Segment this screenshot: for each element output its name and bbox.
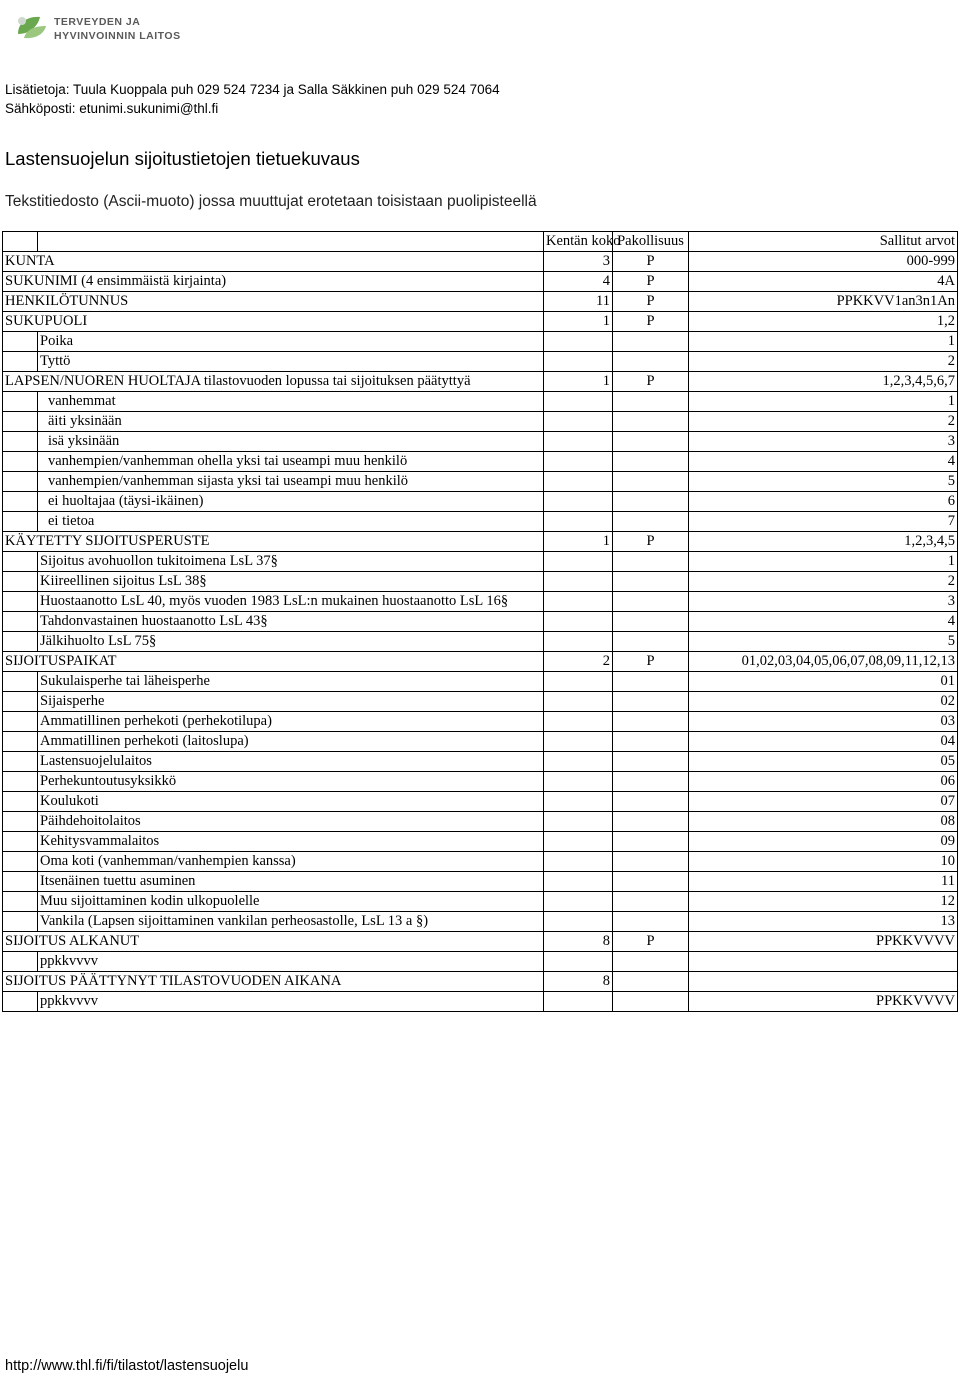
- table-row: [3, 452, 958, 472]
- field-size-cell: 8: [544, 972, 613, 992]
- table-row: [3, 972, 958, 992]
- option-label-cell: Huostaanotto LsL 40, myös vuoden 1983 LsL:n mukainen huostaanotto LsL 16§: [38, 592, 544, 612]
- required-cell: [613, 772, 689, 792]
- field-size-cell: [544, 952, 613, 972]
- field-size-cell: [544, 352, 613, 372]
- field-size-cell: [544, 812, 613, 832]
- field-size-cell: 4: [544, 272, 613, 292]
- field-size-cell: [544, 392, 613, 412]
- required-cell: [613, 752, 689, 772]
- option-label-cell: Lastensuojelulaitos: [38, 752, 544, 772]
- indent-cell: [3, 832, 38, 852]
- indent-cell: [3, 792, 38, 812]
- option-label-cell: ppkkvvvv: [38, 992, 544, 1012]
- table-row: [3, 392, 958, 412]
- indent-cell: [3, 952, 38, 972]
- email-line: Sähköposti: etunimi.sukunimi@thl.fi: [5, 101, 219, 116]
- option-label-cell: Ammatillinen perhekoti (perhekotilupa): [38, 712, 544, 732]
- field-size-cell: 1: [544, 372, 613, 392]
- table-row: [3, 732, 958, 752]
- table-row: [3, 552, 958, 572]
- contact-info: [5, 80, 500, 118]
- table-row: [3, 912, 958, 932]
- table-row: [3, 812, 958, 832]
- table-row: [3, 612, 958, 632]
- indent-cell: [3, 672, 38, 692]
- field-name-cell: HENKILÖTUNNUS: [3, 292, 544, 312]
- allowed-values-cell: 1: [689, 332, 958, 352]
- field-size-cell: [544, 572, 613, 592]
- required-cell: [613, 892, 689, 912]
- indent-cell: [3, 392, 38, 412]
- allowed-values-cell: 4: [689, 452, 958, 472]
- table-row: [3, 512, 958, 532]
- required-cell: P: [613, 252, 689, 272]
- logo-line-1: TERVEYDEN JA: [54, 16, 141, 28]
- table-row: [3, 932, 958, 952]
- field-name-cell: SUKUPUOLI: [3, 312, 544, 332]
- allowed-values-cell: 1,2,3,4,5: [689, 532, 958, 552]
- allowed-values-cell: 02: [689, 692, 958, 712]
- option-label-cell: vanhemmat: [38, 392, 544, 412]
- indent-cell: [3, 892, 38, 912]
- allowed-values-cell: 6: [689, 492, 958, 512]
- field-size-cell: 11: [544, 292, 613, 312]
- indent-cell: [3, 552, 38, 572]
- header-field: [38, 232, 544, 252]
- table-row: [3, 532, 958, 552]
- indent-cell: [3, 432, 38, 452]
- field-size-cell: [544, 632, 613, 652]
- field-size-cell: [544, 472, 613, 492]
- table-row: [3, 832, 958, 852]
- logo-text: [54, 15, 181, 43]
- table-row: [3, 412, 958, 432]
- field-size-cell: [544, 552, 613, 572]
- allowed-values-cell: 10: [689, 852, 958, 872]
- table-row: [3, 712, 958, 732]
- required-cell: [613, 632, 689, 652]
- header-row: [3, 232, 958, 252]
- option-label-cell: Ammatillinen perhekoti (laitoslupa): [38, 732, 544, 752]
- option-label-cell: Tyttö: [38, 352, 544, 372]
- indent-cell: [3, 852, 38, 872]
- field-name-cell: SIJOITUS PÄÄTTYNYT TILASTOVUODEN AIKANA: [3, 972, 544, 992]
- indent-cell: [3, 572, 38, 592]
- field-size-cell: [544, 912, 613, 932]
- required-cell: [613, 392, 689, 412]
- field-size-cell: [544, 432, 613, 452]
- allowed-values-cell: [689, 972, 958, 992]
- option-label-cell: Kehitysvammalaitos: [38, 832, 544, 852]
- field-size-cell: [544, 592, 613, 612]
- required-cell: [613, 672, 689, 692]
- required-cell: [613, 992, 689, 1012]
- field-size-cell: [544, 772, 613, 792]
- indent-cell: [3, 472, 38, 492]
- required-cell: [613, 812, 689, 832]
- option-label-cell: Sukulaisperhe tai läheisperhe: [38, 672, 544, 692]
- record-table-body: [3, 232, 958, 1012]
- allowed-values-cell: PPKKVVVV: [689, 932, 958, 952]
- table-row: [3, 672, 958, 692]
- required-cell: [613, 332, 689, 352]
- field-size-cell: 2: [544, 652, 613, 672]
- table-row: [3, 892, 958, 912]
- option-label-cell: Kiireellinen sijoitus LsL 38§: [38, 572, 544, 592]
- option-label-cell: Oma koti (vanhemman/vanhempien kanssa): [38, 852, 544, 872]
- field-name-cell: SUKUNIMI (4 ensimmäistä kirjainta): [3, 272, 544, 292]
- required-cell: [613, 432, 689, 452]
- option-label-cell: Sijaisperhe: [38, 692, 544, 712]
- field-size-cell: [544, 692, 613, 712]
- allowed-values-cell: 2: [689, 352, 958, 372]
- indent-cell: [3, 992, 38, 1012]
- thl-logo-leaf-icon: [14, 12, 50, 42]
- field-size-cell: 1: [544, 532, 613, 552]
- field-name-cell: KÄYTETTY SIJOITUSPERUSTE: [3, 532, 544, 552]
- table-row: [3, 352, 958, 372]
- header-size: Kentän koko: [544, 232, 613, 252]
- indent-cell: [3, 612, 38, 632]
- required-cell: [613, 592, 689, 612]
- table-row: [3, 372, 958, 392]
- indent-cell: [3, 352, 38, 372]
- field-size-cell: [544, 992, 613, 1012]
- field-size-cell: [544, 332, 613, 352]
- table-row: [3, 952, 958, 972]
- option-label-cell: Vankila (Lapsen sijoittaminen vankilan perheosastolle, LsL 13 a §): [38, 912, 544, 932]
- required-cell: [613, 712, 689, 732]
- option-label-cell: Itsenäinen tuettu asuminen: [38, 872, 544, 892]
- field-size-cell: [544, 612, 613, 632]
- table-row: [3, 252, 958, 272]
- option-label-cell: äiti yksinään: [38, 412, 544, 432]
- field-size-cell: [544, 672, 613, 692]
- allowed-values-cell: 3: [689, 592, 958, 612]
- allowed-values-cell: 12: [689, 892, 958, 912]
- field-size-cell: [544, 852, 613, 872]
- field-name-cell: SIJOITUSPAIKAT: [3, 652, 544, 672]
- required-cell: P: [613, 272, 689, 292]
- required-cell: P: [613, 932, 689, 952]
- header-blank: [3, 232, 38, 252]
- option-label-cell: isä yksinään: [38, 432, 544, 452]
- table-row: [3, 292, 958, 312]
- table-row: [3, 312, 958, 332]
- indent-cell: [3, 772, 38, 792]
- required-cell: P: [613, 292, 689, 312]
- allowed-values-cell: 04: [689, 732, 958, 752]
- required-cell: [613, 412, 689, 432]
- required-cell: [613, 492, 689, 512]
- allowed-values-cell: 13: [689, 912, 958, 932]
- indent-cell: [3, 692, 38, 712]
- allowed-values-cell: 07: [689, 792, 958, 812]
- indent-cell: [3, 412, 38, 432]
- field-size-cell: 3: [544, 252, 613, 272]
- required-cell: [613, 552, 689, 572]
- table-row: [3, 772, 958, 792]
- required-cell: [613, 692, 689, 712]
- allowed-values-cell: 2: [689, 412, 958, 432]
- table-row: [3, 472, 958, 492]
- header-required: Pakollisuus: [613, 232, 689, 252]
- option-label-cell: ppkkvvvv: [38, 952, 544, 972]
- table-row: [3, 572, 958, 592]
- table-row: [3, 792, 958, 812]
- field-size-cell: [544, 452, 613, 472]
- allowed-values-cell: 4A: [689, 272, 958, 292]
- allowed-values-cell: 5: [689, 472, 958, 492]
- allowed-values-cell: 05: [689, 752, 958, 772]
- option-label-cell: ei tietoa: [38, 512, 544, 532]
- required-cell: [613, 792, 689, 812]
- allowed-values-cell: 1,2,3,4,5,6,7: [689, 372, 958, 392]
- page-subtitle: Tekstitiedosto (Ascii-muoto) jossa muuttujat erotetaan toisistaan puolipisteellä: [5, 193, 537, 210]
- indent-cell: [3, 712, 38, 732]
- option-label-cell: vanhempien/vanhemman sijasta yksi tai useampi muu henkilö: [38, 472, 544, 492]
- indent-cell: [3, 872, 38, 892]
- indent-cell: [3, 492, 38, 512]
- field-name-cell: SIJOITUS ALKANUT: [3, 932, 544, 952]
- required-cell: [613, 832, 689, 852]
- logo-line-2: HYVINVOINNIN LAITOS: [54, 30, 181, 42]
- table-row: [3, 272, 958, 292]
- allowed-values-cell: PPKKVV1an3n1An: [689, 292, 958, 312]
- required-cell: P: [613, 312, 689, 332]
- table-row: [3, 872, 958, 892]
- required-cell: [613, 912, 689, 932]
- indent-cell: [3, 812, 38, 832]
- field-size-cell: [544, 492, 613, 512]
- allowed-values-cell: [689, 952, 958, 972]
- allowed-values-cell: PPKKVVVV: [689, 992, 958, 1012]
- field-size-cell: [544, 412, 613, 432]
- required-cell: [613, 872, 689, 892]
- page-title: Lastensuojelun sijoitustietojen tietuekuvaus: [5, 148, 360, 169]
- indent-cell: [3, 452, 38, 472]
- table-row: [3, 632, 958, 652]
- allowed-values-cell: 3: [689, 432, 958, 452]
- required-cell: P: [613, 372, 689, 392]
- allowed-values-cell: 09: [689, 832, 958, 852]
- table-row: [3, 652, 958, 672]
- allowed-values-cell: 1: [689, 552, 958, 572]
- table-row: [3, 992, 958, 1012]
- required-cell: [613, 612, 689, 632]
- required-cell: [613, 852, 689, 872]
- field-size-cell: [544, 712, 613, 732]
- required-cell: [613, 512, 689, 532]
- indent-cell: [3, 752, 38, 772]
- field-size-cell: 8: [544, 932, 613, 952]
- allowed-values-cell: 03: [689, 712, 958, 732]
- field-size-cell: [544, 732, 613, 752]
- option-label-cell: vanhempien/vanhemman ohella yksi tai useampi muu henkilö: [38, 452, 544, 472]
- field-size-cell: [544, 872, 613, 892]
- indent-cell: [3, 732, 38, 752]
- allowed-values-cell: 08: [689, 812, 958, 832]
- indent-cell: [3, 512, 38, 532]
- field-size-cell: 1: [544, 312, 613, 332]
- allowed-values-cell: 06: [689, 772, 958, 792]
- indent-cell: [3, 912, 38, 932]
- contact-line: Lisätietoja: Tuula Kuoppala puh 029 524 7234 ja Salla Säkkinen puh 029 524 7064: [5, 82, 500, 97]
- required-cell: P: [613, 652, 689, 672]
- table-row: [3, 752, 958, 772]
- option-label-cell: Tahdonvastainen huostaanotto LsL 43§: [38, 612, 544, 632]
- thl-logo: [14, 12, 234, 46]
- required-cell: [613, 572, 689, 592]
- table-row: [3, 492, 958, 512]
- allowed-values-cell: 1: [689, 392, 958, 412]
- allowed-values-cell: 11: [689, 872, 958, 892]
- option-label-cell: Sijoitus avohuollon tukitoimena LsL 37§: [38, 552, 544, 572]
- field-name-cell: KUNTA: [3, 252, 544, 272]
- field-size-cell: [544, 792, 613, 812]
- required-cell: [613, 972, 689, 992]
- allowed-values-cell: 01: [689, 672, 958, 692]
- required-cell: P: [613, 532, 689, 552]
- option-label-cell: ei huoltajaa (täysi-ikäinen): [38, 492, 544, 512]
- header-values: Sallitut arvot: [689, 232, 958, 252]
- option-label-cell: Muu sijoittaminen kodin ulkopuolelle: [38, 892, 544, 912]
- required-cell: [613, 352, 689, 372]
- field-size-cell: [544, 892, 613, 912]
- option-label-cell: Koulukoti: [38, 792, 544, 812]
- record-table: [2, 231, 958, 1012]
- allowed-values-cell: 000-999: [689, 252, 958, 272]
- table-row: [3, 692, 958, 712]
- footer-link[interactable]: http://www.thl.fi/fi/tilastot/lastensuojelu: [5, 1358, 249, 1374]
- field-name-cell: LAPSEN/NUOREN HUOLTAJA tilastovuoden lopussa tai sijoituksen päätyttyä: [3, 372, 544, 392]
- table-row: [3, 852, 958, 872]
- allowed-values-cell: 5: [689, 632, 958, 652]
- required-cell: [613, 952, 689, 972]
- field-size-cell: [544, 752, 613, 772]
- allowed-values-cell: 4: [689, 612, 958, 632]
- allowed-values-cell: 1,2: [689, 312, 958, 332]
- option-label-cell: Päihdehoitolaitos: [38, 812, 544, 832]
- table-row: [3, 432, 958, 452]
- field-size-cell: [544, 832, 613, 852]
- allowed-values-cell: 7: [689, 512, 958, 532]
- table-row: [3, 592, 958, 612]
- indent-cell: [3, 592, 38, 612]
- required-cell: [613, 472, 689, 492]
- table-row: [3, 332, 958, 352]
- field-size-cell: [544, 512, 613, 532]
- indent-cell: [3, 632, 38, 652]
- required-cell: [613, 452, 689, 472]
- indent-cell: [3, 332, 38, 352]
- allowed-values-cell: 2: [689, 572, 958, 592]
- option-label-cell: Jälkihuolto LsL 75§: [38, 632, 544, 652]
- option-label-cell: Perhekuntoutusyksikkö: [38, 772, 544, 792]
- option-label-cell: Poika: [38, 332, 544, 352]
- required-cell: [613, 732, 689, 752]
- allowed-values-cell: 01,02,03,04,05,06,07,08,09,11,12,13: [689, 652, 958, 672]
